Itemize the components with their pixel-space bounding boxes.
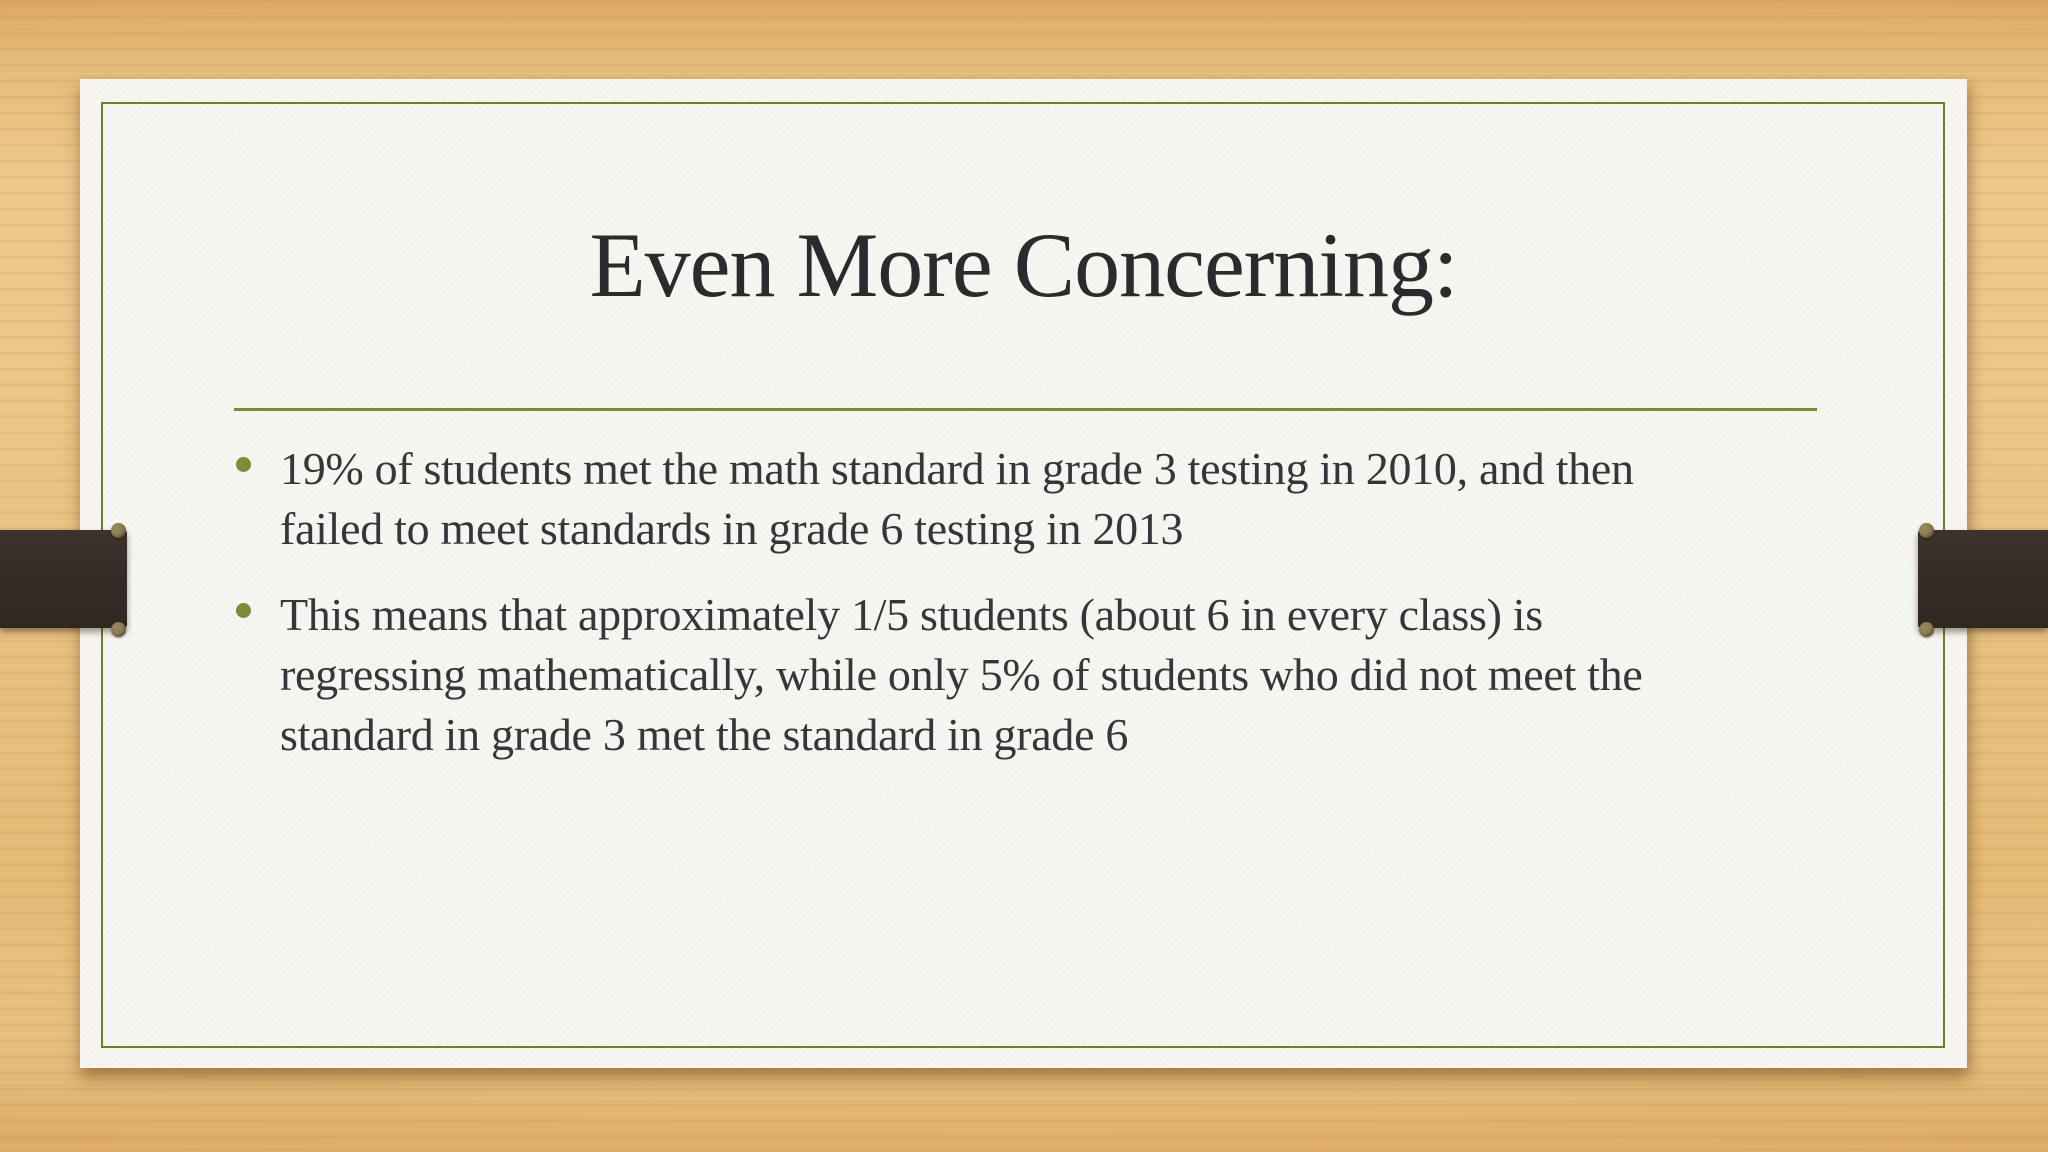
strap-peg-icon (111, 622, 126, 637)
strap-peg-icon (1919, 523, 1934, 538)
bullet-text-line: standard in grade 3 met the standard in grade 6 (280, 709, 1129, 760)
slide-title: Even More Concerning: (589, 214, 1458, 316)
bullet-text-line: 19% of students met the math standard in grade 3 testing in 2010, and then (280, 443, 1634, 494)
bullet-text-line: failed to meet standards in grade 6 testing in 2013 (280, 503, 1184, 554)
bullet-item (236, 585, 1776, 765)
strap-peg-icon (1919, 622, 1934, 637)
bullet-text-line: This means that approximately 1/5 students (about 6 in every class) is (280, 589, 1543, 640)
left-strap (0, 530, 127, 628)
title-divider-rule (234, 408, 1817, 411)
bullet-item (236, 439, 1776, 559)
bullet-text-line: regressing mathematically, while only 5% of students who did not meet the (280, 649, 1643, 700)
slide-body (236, 439, 1776, 791)
slide-card (80, 79, 1967, 1068)
bullet-text (280, 439, 1776, 559)
strap-peg-icon (111, 523, 126, 538)
bullet-text (280, 585, 1776, 765)
right-strap (1918, 530, 2048, 628)
bullet-dot-icon (236, 457, 251, 472)
bullet-dot-icon (236, 603, 251, 618)
